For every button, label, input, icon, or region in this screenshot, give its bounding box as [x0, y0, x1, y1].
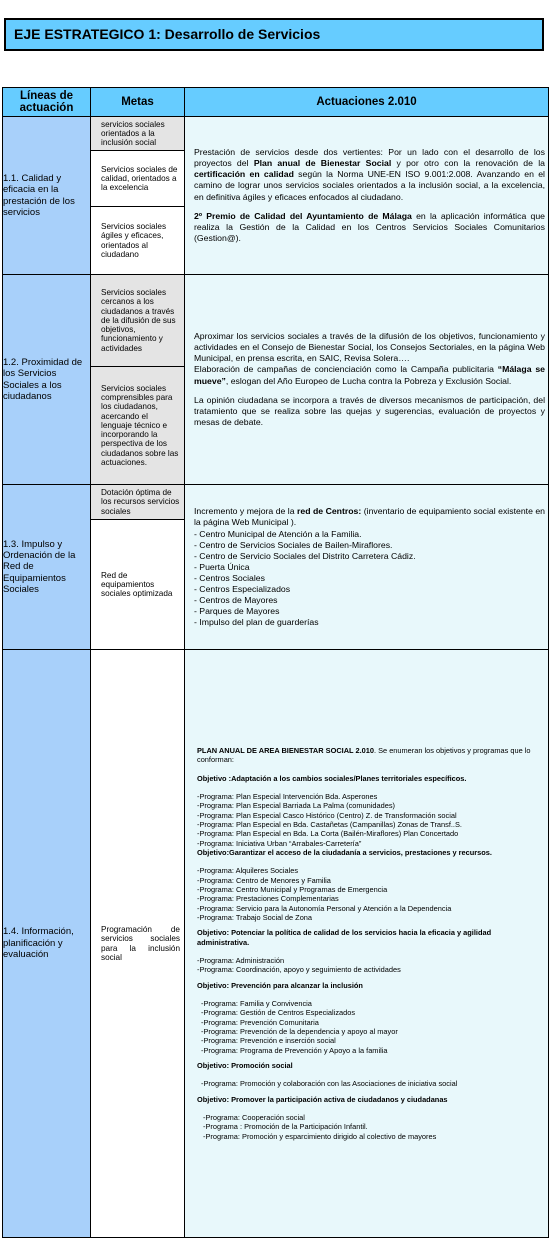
header-lineas: Líneas de actuación: [3, 88, 91, 117]
programa-item: -Programa : Promoción de la Participación Infantil.: [203, 1122, 368, 1132]
list-item: - Parques de Mayores: [194, 606, 280, 617]
programa-item: -Programa: Plan Especial Casco Histórico (Centro) Z. de Transformación social: [197, 810, 457, 820]
programa-item: -Programa: Iniciativa Urban “Arrabales-Carretería”: [197, 838, 362, 848]
strategy-table: [2, 87, 549, 1238]
programa-item: -Programa: Administración: [197, 955, 285, 965]
meta-item: servicios sociales orientados a la inclusión social: [91, 117, 184, 151]
programa-item: -Programa: Familia y Convivencia: [201, 998, 312, 1008]
text-run-bold: PLAN ANUAL DE AREA BIENESTAR SOCIAL 2.010: [197, 746, 374, 756]
text-run: Incremento y mejora de la: [194, 505, 298, 516]
actuaciones-cell: [185, 485, 549, 650]
list-item: - Centro de Servicio Sociales del Distrito Carretera Cádiz.: [194, 550, 416, 561]
plan-heading: [197, 746, 544, 765]
list-item: - Centros de Mayores: [194, 595, 278, 606]
programa-item: -Programa: Gestión de Centros Especializados: [201, 1008, 356, 1018]
table-row: [3, 275, 549, 485]
list-item: - Puerta Única: [194, 561, 250, 572]
programa-item: -Programa: Prevención e inserción social: [201, 1036, 336, 1046]
programa-item: -Programa: Prestaciones Complementarias: [197, 894, 339, 904]
programa-item: -Programa: Programa de Prevención y Apoyo a la familia: [201, 1045, 388, 1055]
metas-cell: [91, 275, 185, 485]
programa-item: -Programa: Trabajo Social de Zona: [197, 913, 313, 922]
list-item: - Centros Sociales: [194, 573, 265, 584]
page-title-box: [4, 18, 544, 51]
meta-item: Servicios sociales cercanos a los ciudadanos a través de la difusión de sus objetivos, funcionamiento y actividades: [91, 275, 184, 367]
text-run: Elaboración de campañas de concienciación como la Campaña publicitaria: [194, 364, 498, 375]
programa-item: -Programa: Plan Especial en Bda. La Corta (Bailén-Miraflores) Plan Concertado: [197, 829, 459, 839]
table-row: [3, 485, 549, 650]
text-run: (inventario de equipamiento social existente en la página Web Municipal ).: [194, 505, 546, 527]
programa-item: -Programa: Prevención de la dependencia y apoyo al mayor: [201, 1026, 398, 1036]
metas-cell: [91, 117, 185, 275]
list-item: - Centro Municipal de Atención a la Familia.: [194, 528, 362, 539]
programa-item: -Programa: Centro de Menores y Familia: [197, 875, 331, 885]
objetivo-heading: Objetivo: Potenciar la política de calidad de los servicios hacia la eficacia y agilidad administrativa.: [197, 928, 492, 947]
actuaciones-text: [185, 331, 548, 427]
actuaciones-text: [185, 506, 548, 629]
text-run-bold: 2º Premio de Calidad del Ayuntamiento de Málaga: [194, 210, 412, 221]
meta-item: Servicios sociales ágiles y eficaces, orientados al ciudadano: [101, 221, 167, 259]
metas-cell: [91, 485, 185, 650]
text-run-bold: red de Centros:: [297, 505, 362, 516]
meta-item: Programación de servicios sociales para la inclusión social: [101, 924, 180, 962]
linea-cell: 1.2. Proximidad de los Servicios Sociales a los ciudadanos: [3, 275, 91, 485]
plan-text: [185, 746, 548, 1141]
actuaciones-cell: [185, 117, 549, 275]
meta-item: Dotación óptima de los recursos servicios sociales: [91, 485, 184, 520]
header-metas: Metas: [91, 88, 185, 117]
objetivo-heading: Objetivo: Prevención para alcanzar la inclusión: [197, 980, 363, 990]
programa-item: -Programa: Servicio para la Autonomía Personal y Atención a la Dependencia: [197, 903, 452, 913]
objetivo-heading: Objetivo: Promover la participación activa de ciudadanos y ciudadanas: [197, 1094, 448, 1104]
table-header-row: [3, 88, 549, 117]
text-run: . Se enumeran los objetivos y programas que lo conforman:: [197, 746, 531, 765]
programa-item: -Programa: Alquileres Sociales: [197, 866, 299, 876]
text-run-bold: Plan anual de Bienestar Social: [253, 158, 392, 169]
list-item: - Centros Especializados: [194, 584, 291, 595]
table-row: [3, 650, 549, 1238]
page-title: EJE ESTRATEGICO 1: Desarrollo de Servicios: [14, 26, 321, 42]
programa-item: -Programa: Centro Municipal y Programas de Emergencia: [197, 885, 388, 895]
text-run: Prestación de servicios desde dos vertientes: Por un lado con el desarrollo de los proyectos del: [194, 147, 545, 169]
linea-cell: 1.4. Información, planificación y evaluación: [3, 650, 91, 1238]
text-run: según la Norma UNE-EN ISO 9.001:2.008. Avanzando en el camino de lograr unos servicios sociales orientados a la inclusión social, a la excelencia, en definitiva ágiles y eficaces enfocados al ciudadano.: [194, 169, 545, 202]
meta-item: Servicios sociales de calidad, orientados a la excelencia: [91, 151, 184, 207]
header-actuaciones: Actuaciones 2.010: [185, 88, 549, 117]
text-run: en la aplicación informática que realiza la Gestión de la Calidad en los Centros Servicios Sociales Comunitarios (Gestion@).: [194, 210, 545, 243]
text-run: y por otro con la renovación de la: [391, 158, 546, 169]
actuaciones-cell: [185, 275, 549, 485]
programa-item: -Programa: Prevención Comunitaria: [201, 1017, 319, 1027]
text-paragraph: Aproximar los servicios sociales a través de la difusión de los objetivos, funcionamiento y actividades en el Consejo de Bienestar Social, los Consejos Sectoriales, en la página Web Municipal, en prensa escrita, en SAIC, Revisa Solera….: [194, 331, 545, 364]
programa-item: -Programa: Plan Especial Intervención Bda. Asperones: [197, 792, 378, 802]
text-run-bold: certificación en calidad: [194, 169, 294, 180]
meta-item: Servicios sociales comprensibles para los ciudadanos, acercando el lenguaje técnico e incorporando la perspectiva de los ciudadanos sobre las actuaciones.: [91, 367, 184, 484]
table-row: [3, 117, 549, 275]
actuaciones-cell: [185, 650, 549, 1238]
objetivo-heading: Objetivo:Garantizar el acceso de la ciudadanía a servicios, prestaciones y recursos.: [197, 848, 492, 858]
programa-item: -Programa: Plan Especial en Bda. Castañetas (Campanillas) Zonas de Transf..S.: [197, 820, 462, 830]
list-item: - Centro de Servicios Sociales de Bailen-Miraflores.: [194, 539, 393, 550]
text-run-bold: “Málaga se mueve”: [194, 364, 545, 386]
text-paragraph: La opinión ciudadana se incorpora a través de diversos mecanismos de participación, del tratamiento que se realiza sobre las quejas y sugerencias, evaluación de proyectos y mesas de debate.: [194, 394, 545, 427]
objetivo-heading: Objetivo: Promoción social: [197, 1060, 293, 1070]
metas-cell: [91, 650, 185, 1238]
programa-item: -Programa: Cooperación social: [203, 1112, 305, 1122]
text-run: , eslogan del Año Europeo de Lucha contra la Pobreza y Exclusión Social.: [225, 375, 512, 386]
linea-cell: 1.1. Calidad y eficacia en la prestación de los servicios: [3, 117, 91, 275]
actuaciones-text: [185, 147, 548, 243]
objetivo-heading: Objetivo :Adaptación a los cambios sociales/Planes territoriales específicos.: [197, 773, 467, 783]
linea-cell: 1.3. Impulso y Ordenación de la Red de Equipamientos Sociales: [3, 485, 91, 650]
programa-item: -Programa: Promoción y colaboración con las Asociaciones de iniciativa social: [201, 1079, 458, 1089]
meta-item: Red de equipamientos sociales optimizada: [101, 570, 173, 599]
list-item: - Impulso del plan de guarderías: [194, 617, 319, 628]
programa-item: -Programa: Plan Especial Barriada La Palma (comunidades): [197, 801, 395, 811]
programa-item: -Programa: Promoción y esparcimiento dirigido al colectivo de mayores: [203, 1131, 437, 1141]
programa-item: -Programa: Coordinación, apoyo y seguimiento de actividades: [197, 965, 401, 975]
